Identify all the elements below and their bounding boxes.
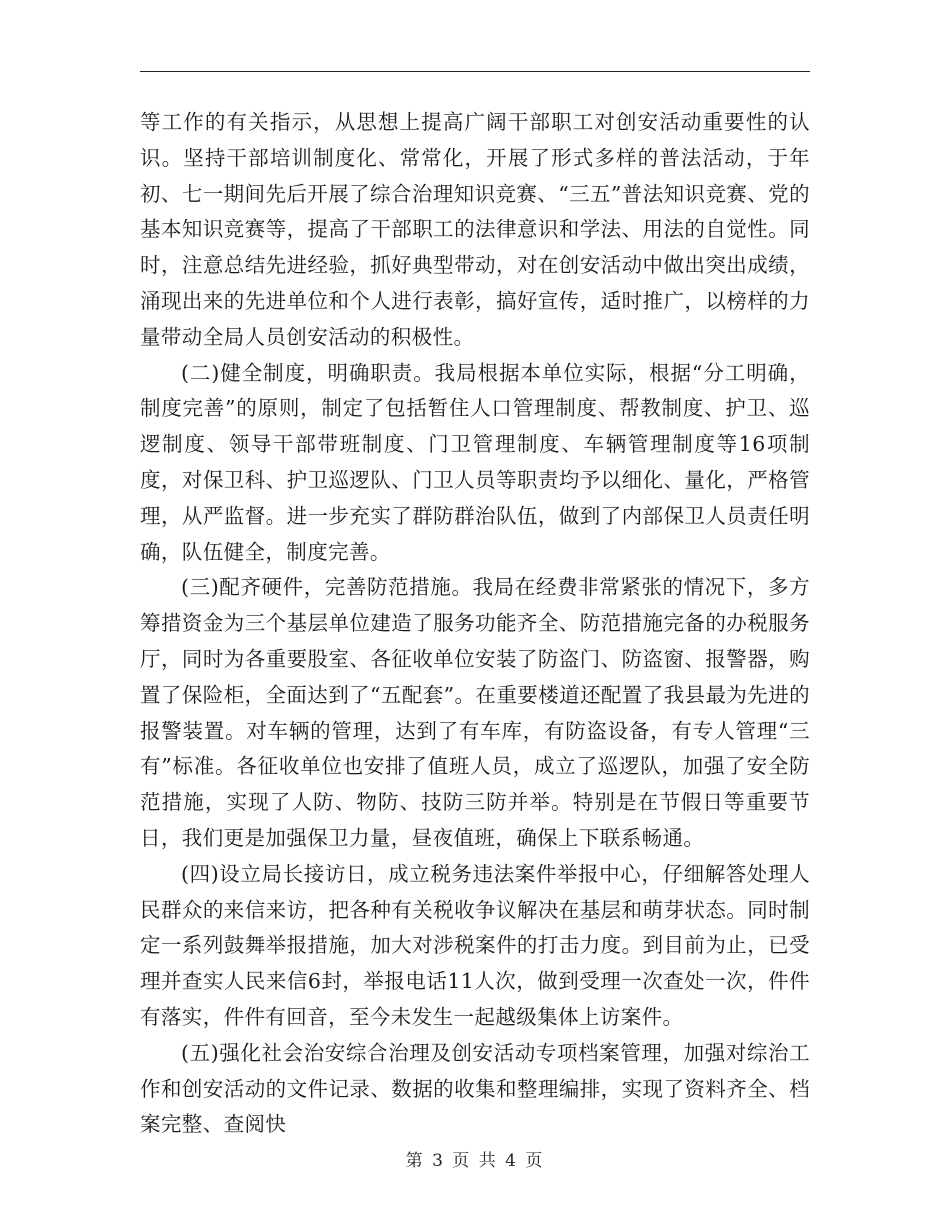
paragraph-section-4: (四)设立局长接访日，成立税务违法案件举报中心，仔细解答处理人民群众的来信来访，把各种有关税收争议解决在基层和萌芽状态。同时制定一系列鼓舞举报措施，加大对涉税案件的打击力度。到目前为止，已受理并查实人民来信6封，举报电话11人次，做到受理一次查处一次，件件有落实，件件有回音，至今未发生一起越级集体上访案件。: [140, 861, 810, 1029]
document-body: [140, 105, 810, 1143]
paragraph-section-3: (三)配齐硬件，完善防范措施。我局在经费非常紧张的情况下，多方筹措资金为三个基层单位建造了服务功能齐全、防范措施完备的办税服务厅，同时为各重要股室、各征收单位安装了防盗门、防盗窗、报警器，购置了保险柜，全面达到了“五配套”。在重要楼道还配置了我县最为先进的报警装置。对车辆的管理，达到了有车库，有防盗设备，有专人管理“三有”标准。各征收单位也安排了值班人员，成立了巡逻队，加强了安全防范措施，实现了人防、物防、技防三防并举。特别是在节假日等重要节日，我们更是加强保卫力量，昼夜值班，确保上下联系畅通。: [140, 575, 810, 850]
paragraph-section-2: (二)健全制度，明确职责。我局根据本单位实际，根据“分工明确，制度完善”的原则，制定了包括暂住人口管理制度、帮教制度、护卫、巡逻制度、领导干部带班制度、门卫管理制度、车辆管理制度等16项制度，对保卫科、护卫巡逻队、门卫人员等职责均予以细化、量化，严格管理，从严监督。进一步充实了群防群治队伍，做到了内部保卫人员责任明确，队伍健全，制度完善。: [140, 360, 810, 564]
paragraph-continued: 等工作的有关指示，从思想上提高广阔干部职工对创安活动重要性的认识。坚持干部培训制度化、常常化，开展了形式多样的普法活动，于年初、七一期间先后开展了综合治理知识竞赛、“三五”普法知识竞赛、党的基本知识竞赛等，提高了干部职工的法律意识和学法、用法的自觉性。同时，注意总结先进经验，抓好典型带动，对在创安活动中做出突出成绩，涌现出来的先进单位和个人进行表彰，搞好宣传，适时推广，以榜样的力量带动全局人员创安活动的积极性。: [140, 110, 810, 349]
paragraph-section-5: (五)强化社会治安综合治理及创安活动专项档案管理，加强对综治工作和创安活动的文件记录、数据的收集和整理编排，实现了资料齐全、档案完整、查阅快: [140, 1040, 810, 1137]
page-number-footer: 第 3 页 共 4 页: [405, 1151, 545, 1171]
header-rule: [140, 71, 810, 72]
